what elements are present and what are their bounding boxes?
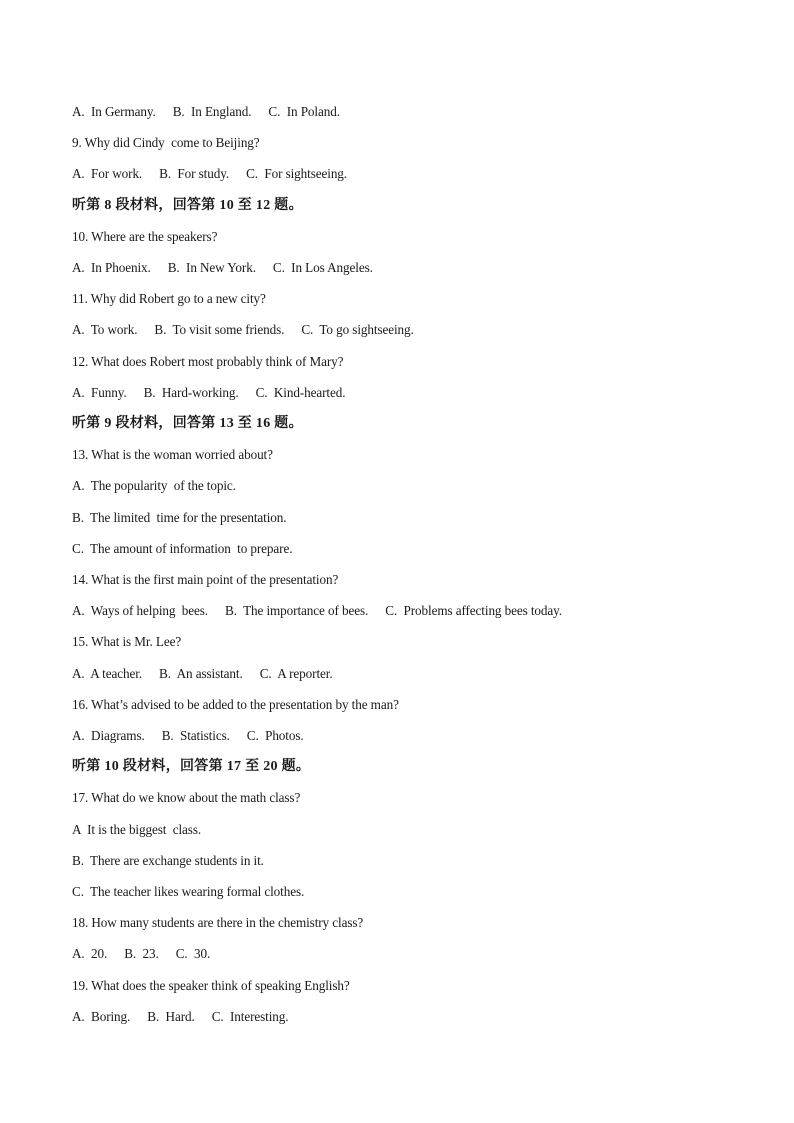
answer-option: B. Hard-working. [143, 384, 239, 400]
answer-option: B. 23. [124, 946, 159, 962]
answer-option: C. A reporter. [259, 665, 333, 681]
answer-option: B. Statistics. [161, 728, 230, 743]
answer-option: C. In Los Angeles. [272, 260, 373, 275]
option-row [72, 104, 340, 120]
question-text: 18. How many students are there in the chemistry class? [72, 915, 364, 931]
answer-option: A. For work. [72, 166, 143, 182]
option-row [72, 385, 345, 401]
question-text: 14. What is the first main point of the presentation? [72, 572, 339, 587]
answer-option: A. Diagrams. [72, 728, 145, 743]
answer-option: A. Boring. [72, 1008, 131, 1024]
answer-option: A. Funny. [72, 384, 127, 400]
option-row [72, 1009, 288, 1025]
answer-option: B. Hard. [147, 1008, 195, 1024]
section-heading: 听第 9 段材料，回答第 13 至 16 题。 [72, 416, 303, 431]
answer-option: A. The popularity of the topic. [72, 478, 236, 494]
answer-option: C. Photos. [246, 728, 304, 743]
question-text: 19. What does the speaker think of speaking English? [72, 977, 350, 993]
answer-option: B. The importance of bees. [225, 603, 369, 619]
answer-option: A. A teacher. [72, 665, 143, 681]
section-heading: 听第 10 段材料，回答第 17 至 20 题。 [72, 759, 311, 775]
option-row [72, 728, 304, 744]
answer-option: A. To work. [72, 322, 138, 338]
question-text: 11. Why did Robert go to a new city? [72, 291, 266, 307]
question-text: 15. What is Mr. Lee? [72, 634, 182, 650]
answer-option: C. 30. [175, 946, 211, 962]
option-row [72, 666, 333, 682]
answer-option: C. In Poland. [268, 104, 340, 119]
question-text: 9. Why did Cindy come to Beijing? [72, 135, 260, 151]
answer-option: A. Ways of helping bees. [72, 603, 209, 619]
answer-option: C. To go sightseeing. [301, 322, 414, 338]
answer-option: C. The amount of information to prepare. [72, 540, 293, 556]
answer-option: C. Problems affecting bees today. [385, 603, 562, 619]
answer-option: C. The teacher likes wearing formal clothes. [72, 884, 305, 899]
answer-option: C. For sightseeing. [246, 166, 347, 182]
question-text: 12. What does Robert most probably think of Mary? [72, 353, 344, 369]
question-text: 16. What’s advised to be added to the presentation by the man? [72, 696, 399, 712]
question-text: 13. What is the woman worried about? [72, 447, 273, 463]
question-text: 10. Where are the speakers? [72, 228, 218, 244]
answer-option: B. In New York. [167, 260, 256, 275]
option-row [72, 260, 373, 276]
answer-option: B. There are exchange students in it. [72, 852, 264, 868]
answer-option: A. In Phoenix. [72, 260, 151, 275]
option-row [72, 166, 347, 182]
answer-option: A. In Germany. [72, 104, 156, 119]
option-row [72, 603, 562, 619]
answer-option: B. The limited time for the presentation. [72, 509, 287, 525]
option-row [72, 322, 414, 338]
answer-option: C. Kind-hearted. [255, 384, 346, 400]
answer-option: B. For study. [159, 166, 230, 182]
answer-option: C. Interesting. [211, 1008, 289, 1024]
option-row [72, 946, 210, 962]
answer-option: B. In England. [172, 104, 252, 119]
answer-option: B. An assistant. [159, 665, 243, 681]
question-text: 17. What do we know about the math class? [72, 790, 301, 806]
answer-option: A It is the biggest class. [72, 821, 202, 837]
answer-option: B. To visit some friends. [154, 322, 285, 338]
section-heading: 听第 8 段材料，回答第 10 至 12 题。 [72, 197, 303, 213]
answer-option: A. 20. [72, 946, 108, 962]
